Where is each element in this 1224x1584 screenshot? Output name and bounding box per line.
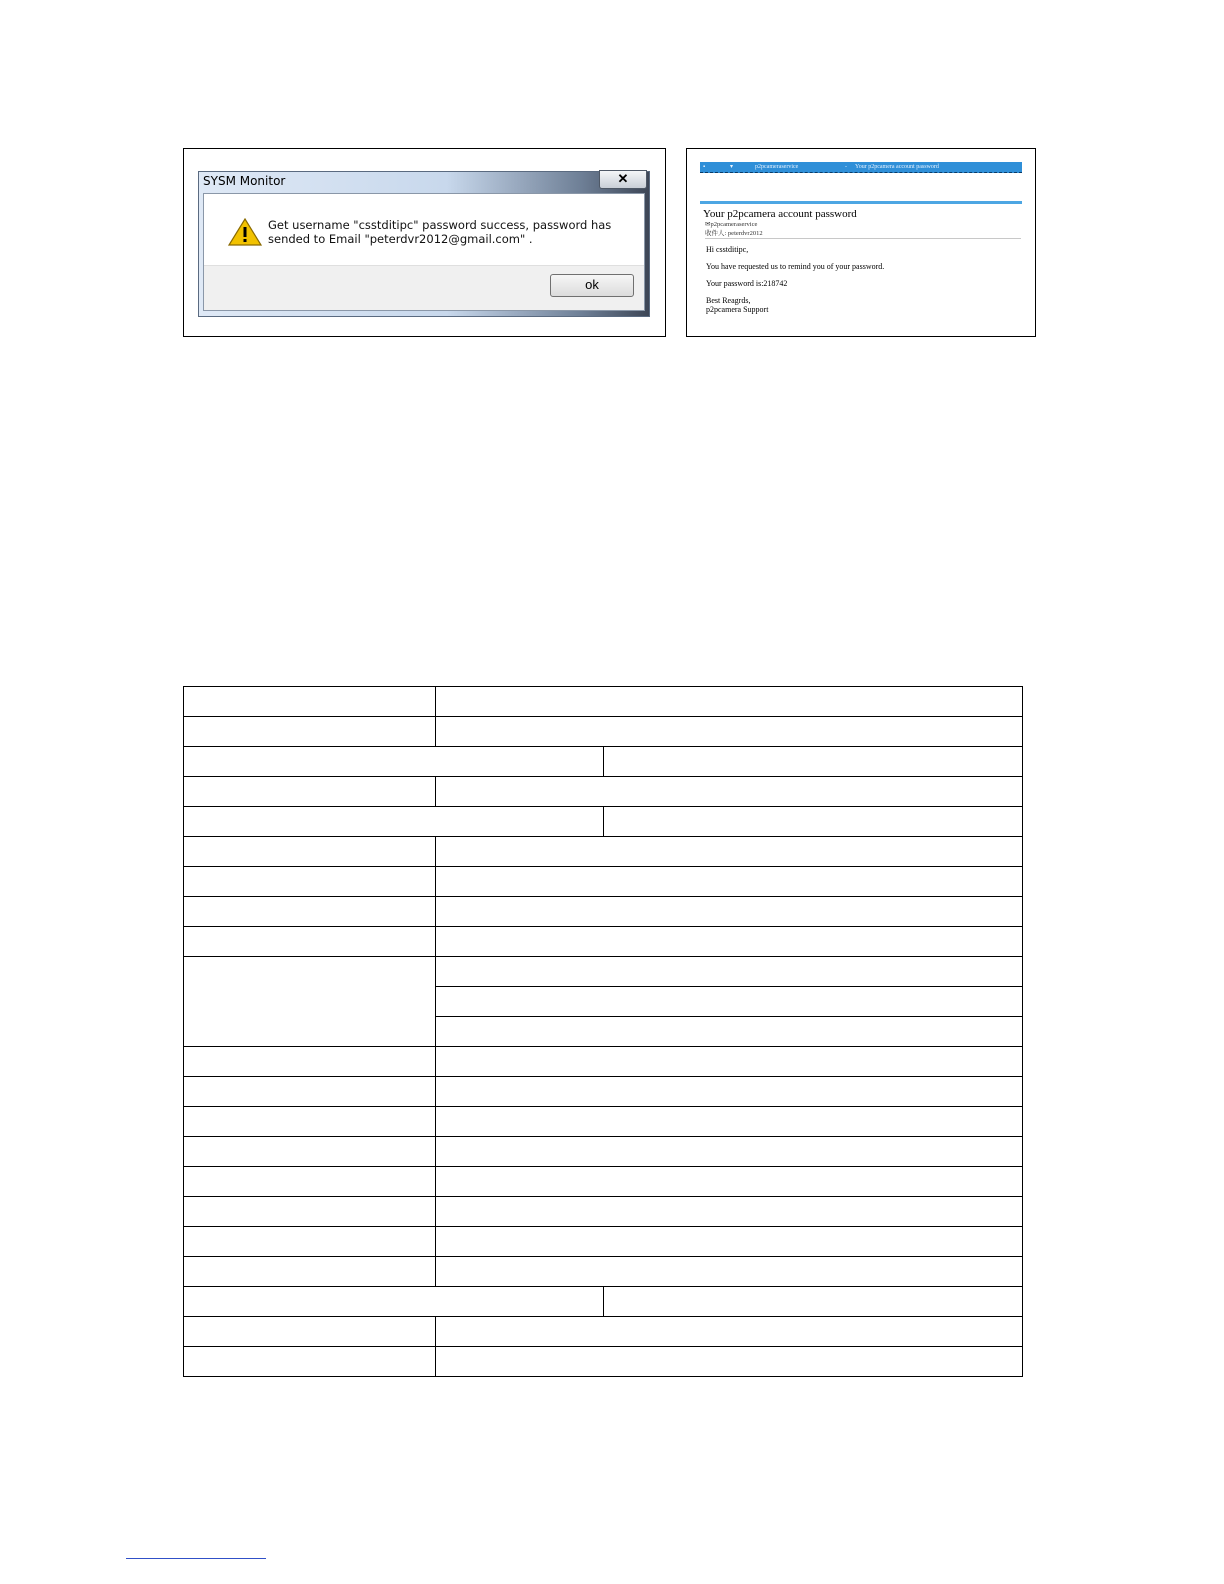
table-cell	[183, 1316, 436, 1347]
email-subject: Your p2pcamera account password	[703, 208, 857, 220]
table-cell	[183, 1166, 436, 1197]
table-cell	[435, 866, 1023, 897]
table-cell	[435, 1226, 1023, 1257]
table-cell	[183, 866, 436, 897]
table-cell	[435, 836, 1023, 867]
table-cell	[435, 1046, 1023, 1077]
email-password: Your password is:218742	[706, 279, 788, 288]
table-cell	[183, 1136, 436, 1167]
table-cell	[183, 746, 604, 777]
email-screenshot	[686, 148, 1036, 337]
email-bar-subject: Your p2pcamera account password	[855, 164, 939, 170]
table-cell	[183, 1226, 436, 1257]
table-cell	[435, 986, 1023, 1017]
dialog-window	[198, 171, 650, 317]
table-cell	[435, 716, 1023, 747]
table-cell	[183, 926, 436, 957]
flag-icon: ▾	[730, 164, 734, 170]
table-cell	[183, 1076, 436, 1107]
footnote-rule	[126, 1558, 266, 1559]
email-divider	[700, 201, 1022, 204]
table-cell	[435, 1346, 1023, 1377]
email-bar-sender: p2pcameraservice	[755, 164, 799, 170]
table-cell	[435, 1256, 1023, 1287]
table-cell	[435, 1076, 1023, 1107]
dialog-body	[203, 193, 645, 311]
table-cell	[435, 896, 1023, 927]
table-cell	[435, 776, 1023, 807]
table-cell	[183, 716, 436, 747]
table-cell	[435, 1166, 1023, 1197]
table-cell	[435, 956, 1023, 987]
table-cell	[183, 806, 604, 837]
table-cell	[435, 1016, 1023, 1047]
ok-button[interactable]: ok	[550, 274, 634, 297]
email-greeting: Hi csstditipc,	[706, 245, 749, 254]
email-body: You have requested us to remind you of your password.	[706, 262, 885, 271]
table-cell	[435, 686, 1023, 717]
dialog-title: SYSM Monitor	[203, 174, 286, 188]
envelope-icon: ✉	[705, 221, 711, 228]
email-recipient: 收件人: peterdvr2012	[705, 230, 763, 237]
table-cell	[183, 896, 436, 927]
table-cell	[183, 1286, 604, 1317]
table-cell-merged	[183, 956, 436, 1047]
dialog-message-line-2: sended to Email "peterdvr2012@gmail.com" .	[268, 232, 533, 246]
table-cell	[435, 1196, 1023, 1227]
dialog-message-line-1: Get username "csstditipc" password success, password has	[268, 218, 612, 232]
table-cell	[183, 776, 436, 807]
email-sender: ✉p2pcameraservice	[705, 221, 758, 228]
table-cell	[183, 1106, 436, 1137]
table-cell	[603, 746, 1023, 777]
print-icon: ▪	[703, 164, 706, 170]
table-cell	[435, 1316, 1023, 1347]
email-signoff-1: Best Reagrds,	[706, 296, 751, 305]
table-cell	[183, 1256, 436, 1287]
table-cell	[183, 1196, 436, 1227]
table-cell	[183, 686, 436, 717]
table-cell	[603, 806, 1023, 837]
table-cell	[435, 926, 1023, 957]
table-cell	[183, 1046, 436, 1077]
email-bar-separator: -	[845, 164, 847, 170]
dialog-message	[268, 218, 638, 246]
dialog-screenshot	[183, 148, 666, 337]
dialog-footer	[204, 265, 644, 310]
table-cell	[603, 1286, 1023, 1317]
table-cell	[435, 1136, 1023, 1167]
warning-icon	[228, 218, 262, 246]
table-cell	[435, 1106, 1023, 1137]
email-signoff-2: p2pcamera Support	[706, 305, 769, 314]
email-header-bar	[700, 162, 1022, 173]
close-icon[interactable]: ✕	[599, 170, 647, 189]
table-cell	[183, 836, 436, 867]
email-separator	[705, 238, 1021, 239]
table-cell	[183, 1346, 436, 1377]
